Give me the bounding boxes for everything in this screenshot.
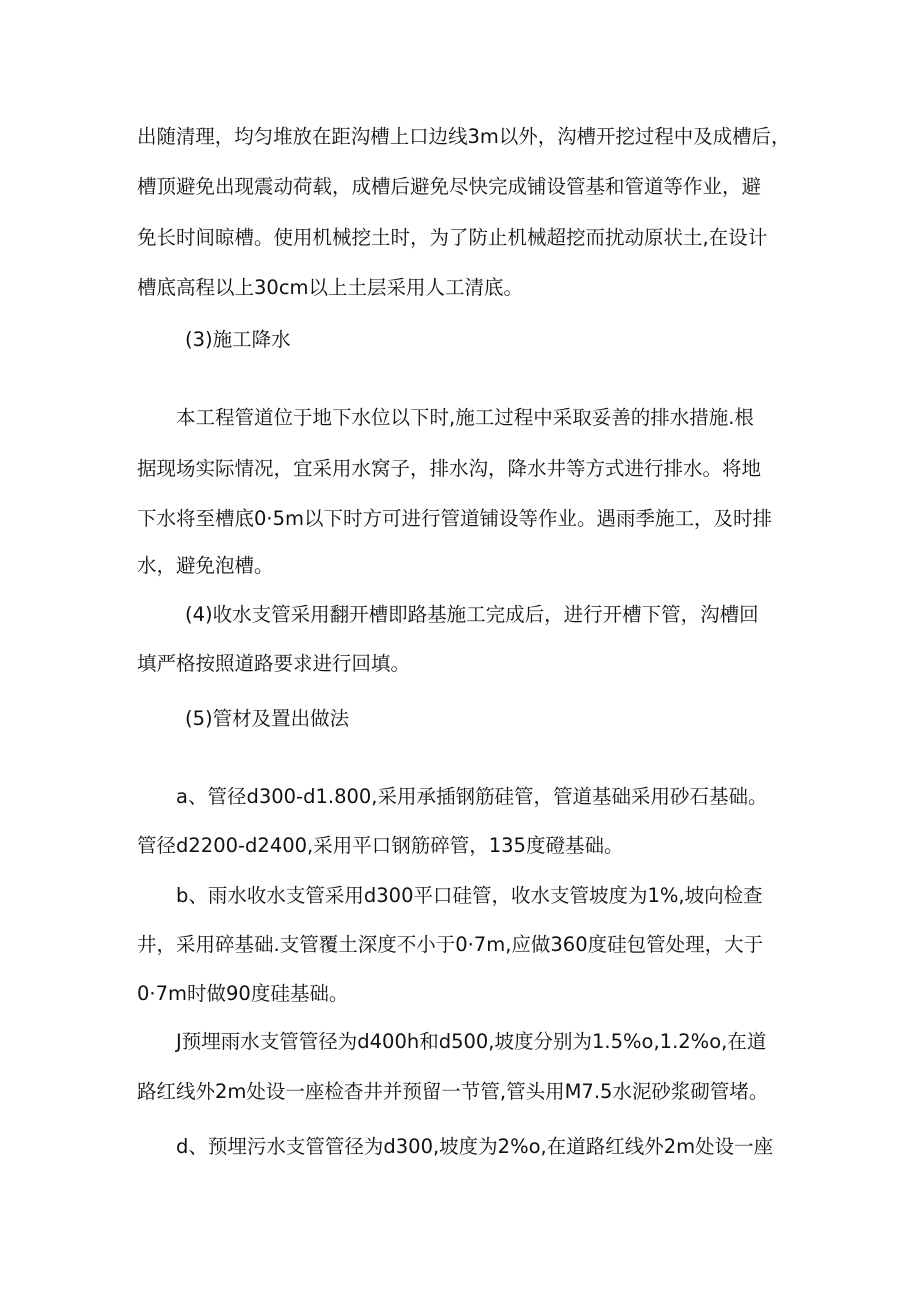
text-line: 本工程管道位于地下水位以下时,施工过程中采取妥善的排水措施.根 bbox=[176, 406, 754, 429]
text-line: 下水将至槽底0·5m以下时方可进行管道铺设等作业。遇雨季施工，及时排 bbox=[137, 507, 773, 530]
text-line: (4)收水支管采用翻开槽即路基施工完成后，进行开槽下管，沟槽回 bbox=[185, 603, 759, 626]
text-line: 据现场实际情况，宜采用水窝子，排水沟，降水井等方式进行排水。将地 bbox=[137, 457, 762, 480]
text-line: 路红线外2m处设一座检杳井并预留一节管,管头用M7.5水泥砂浆砌管堵。 bbox=[137, 1080, 769, 1103]
text-line: 出随清理，均匀堆放在距沟槽上口边线3m以外，沟槽开挖过程中及成槽后， bbox=[137, 125, 791, 148]
text-line: J预埋雨水支管管径为d400h和d500,坡度分别为1.5%o,1.2%o,在道 bbox=[176, 1030, 767, 1053]
section-heading: (5)管材及置出做法 bbox=[185, 707, 350, 730]
text-line: 槽底高程以上30cm以上土层采用人工清底。 bbox=[137, 276, 524, 299]
text-line: a、管径d300-d1.800,采用承插钢筋硅管，管道基础采用砂石基础。 bbox=[176, 785, 768, 808]
text-line: 0·7m时做90度硅基础。 bbox=[137, 982, 349, 1005]
text-line: 管径d2200-d2400,采用平口钢筋碎管，135度磴基础。 bbox=[137, 834, 624, 857]
text-line: 水，避免泡槽。 bbox=[137, 554, 274, 577]
text-line: 槽顶避免出现震动荷载，成槽后避免尽快完成铺设管基和管道等作业，避 bbox=[137, 175, 762, 198]
text-line: b、雨水收水支管采用d300平口硅管，收水支管坡度为1%,坡向检查 bbox=[176, 884, 763, 907]
text-line: 填严格按照道路要求进行回填。 bbox=[137, 652, 411, 675]
text-line: 免长时间晾槽。使用机械挖土时，为了防止机械超挖而扰动原状土,在设计 bbox=[137, 226, 768, 249]
section-heading: (3)施工降水 bbox=[185, 328, 291, 351]
text-line: d、预埋污水支管管径为d300,坡度为2%o,在道路红线外2m处设一座 bbox=[176, 1135, 774, 1158]
text-line: 井，采用碎基础.支管覆土深度不小于0·7m,应做360度硅包管处理，大于 bbox=[137, 933, 764, 956]
